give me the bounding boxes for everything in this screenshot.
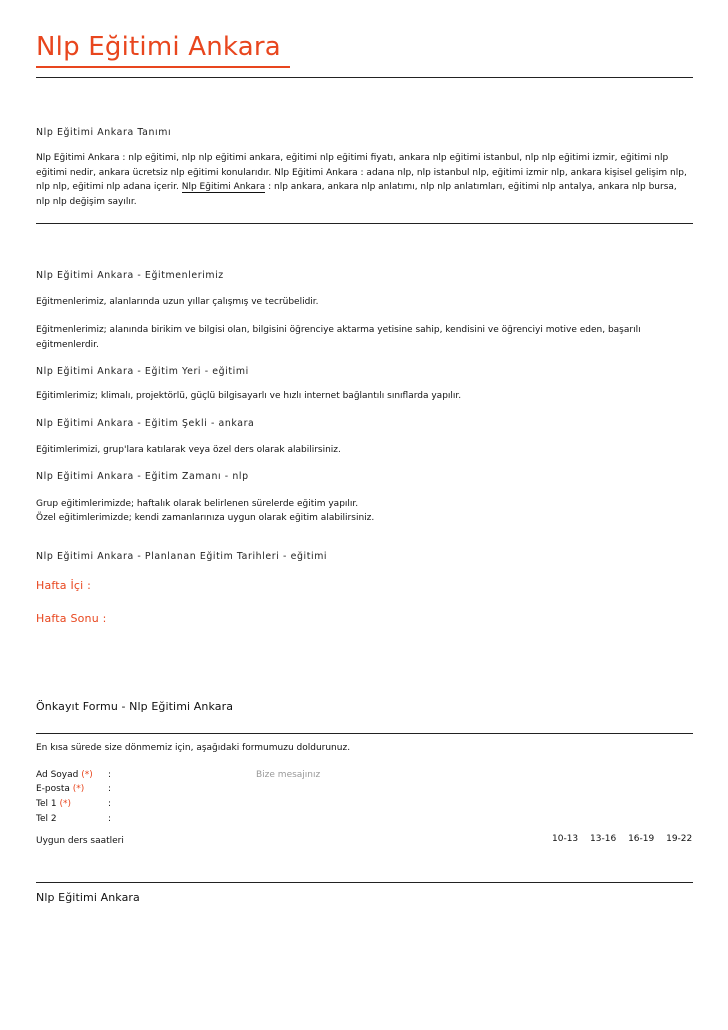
divider [36, 77, 693, 78]
divider [36, 733, 693, 734]
hours-label: Uygun ders saatleri [36, 836, 124, 846]
footer-title: Nlp Eğitimi Ankara [36, 891, 140, 904]
field-label: Tel 2 [36, 814, 57, 824]
yer-heading: Nlp Eğitimi Ankara - Eğitim Yeri - eğitimi [36, 366, 249, 377]
hour-slot-option[interactable]: 19-22 [666, 834, 693, 844]
title-underline [36, 66, 290, 68]
form-row-e-posta [36, 782, 112, 796]
yer-paragraph: Eğitimlerimiz; klimalı, projektörlü, güçlü bilgisayarlı ve hızlı internet bağlantılı sınıflarda yapılır. [36, 391, 462, 401]
tanim-text-before: Nlp Eğitimi Ankara : nlp eğitimi, nlp nlp eğitimi ankara, eğitimi nlp eğitimi fiyatı, ankara nlp eğitimi istanbul, nlp nlp eğitimi izmir, eğitimi nlp eğitimi nedir, ankara ücretsiz nlp eğitimi konularıdır. Nlp Eğitimi Ankara : adana nlp, nlp istanbul nlp, eğitimi izmir nlp, ankara kişisel gelişim nlp, nlp nlp, eğitimi nlp adana içerir. [36, 153, 687, 192]
egitmen-paragraph-2: Eğitmenlerimiz; alanında birikim ve bilgisi olan, bilgisini öğrenciye aktarma yetisine sahip, kendisini ve öğrenciyi motive eden, başarılı eğitmenlerdir. [36, 325, 641, 350]
tanim-link[interactable]: Nlp Eğitimi Ankara [181, 182, 266, 192]
colon: : [108, 770, 112, 780]
field-label: Tel 1 [36, 799, 57, 809]
zaman-paragraph-1: Grup eğitimlerimizde; haftalık olarak belirlenen sürelerde eğitim yapılır. [36, 499, 359, 509]
hour-slot-option[interactable]: 16-19 [628, 834, 655, 844]
required-mark: (*) [81, 770, 93, 780]
tanim-paragraph [36, 151, 688, 209]
hour-slot-option[interactable]: 13-16 [590, 834, 617, 844]
colon: : [108, 814, 112, 824]
divider [36, 882, 693, 883]
divider [36, 223, 693, 224]
sekil-heading: Nlp Eğitimi Ankara - Eğitim Şekli - ankara [36, 418, 255, 429]
form-row-ad-soyad [36, 768, 112, 782]
zaman-heading: Nlp Eğitimi Ankara - Eğitim Zamanı - nlp [36, 471, 249, 482]
hafta-ici-label: Hafta İçi : [36, 579, 91, 592]
hafta-sonu-label: Hafta Sonu : [36, 612, 107, 625]
field-label: Ad Soyad [36, 770, 79, 780]
required-mark: (*) [59, 799, 71, 809]
sekil-paragraph: Eğitimlerimizi, grup'lara katılarak veya özel ders olarak alabilirsiniz. [36, 445, 341, 455]
colon: : [108, 784, 112, 794]
form-row-tel-1 [36, 797, 112, 811]
tanim-text-after: : nlp ankara, ankara nlp anlatımı, nlp nlp anlatımları, eğitimi nlp antalya, ankara nlp bursa, nlp nlp değişim sayılır. [36, 182, 677, 207]
hour-slot-option[interactable]: 10-13 [552, 834, 579, 844]
egitmen-heading: Nlp Eğitimi Ankara - Eğitmenlerimiz [36, 270, 224, 281]
tel-1-input[interactable] [116, 798, 236, 810]
required-mark: (*) [72, 784, 85, 794]
field-label: E-posta [36, 784, 70, 794]
page-title: Nlp Eğitimi Ankara [36, 32, 281, 62]
colon: : [108, 799, 112, 809]
hours-options [552, 834, 692, 844]
form-intro: En kısa sürede size dönmemiz için, aşağıdaki formumuzu doldurunuz. [36, 743, 351, 753]
ad-soyad-input[interactable] [116, 769, 236, 781]
message-textarea[interactable]: Bize mesajınız [256, 770, 321, 780]
tel-2-input[interactable] [116, 813, 236, 825]
tarih-heading: Nlp Eğitimi Ankara - Planlanan Eğitim Tarihleri - eğitimi [36, 551, 328, 562]
e-posta-input[interactable] [116, 783, 236, 795]
zaman-paragraph-2: Özel eğitimlerimizde; kendi zamanlarınıza uygun olarak eğitim alabilirsiniz. [36, 513, 375, 523]
tanim-heading: Nlp Eğitimi Ankara Tanımı [36, 127, 172, 138]
form-title: Önkayıt Formu - Nlp Eğitimi Ankara [36, 700, 234, 713]
form-row-tel-2 [36, 812, 112, 826]
egitmen-paragraph-1: Eğitmenlerimiz, alanlarında uzun yıllar çalışmış ve tecrübelidir. [36, 297, 319, 307]
